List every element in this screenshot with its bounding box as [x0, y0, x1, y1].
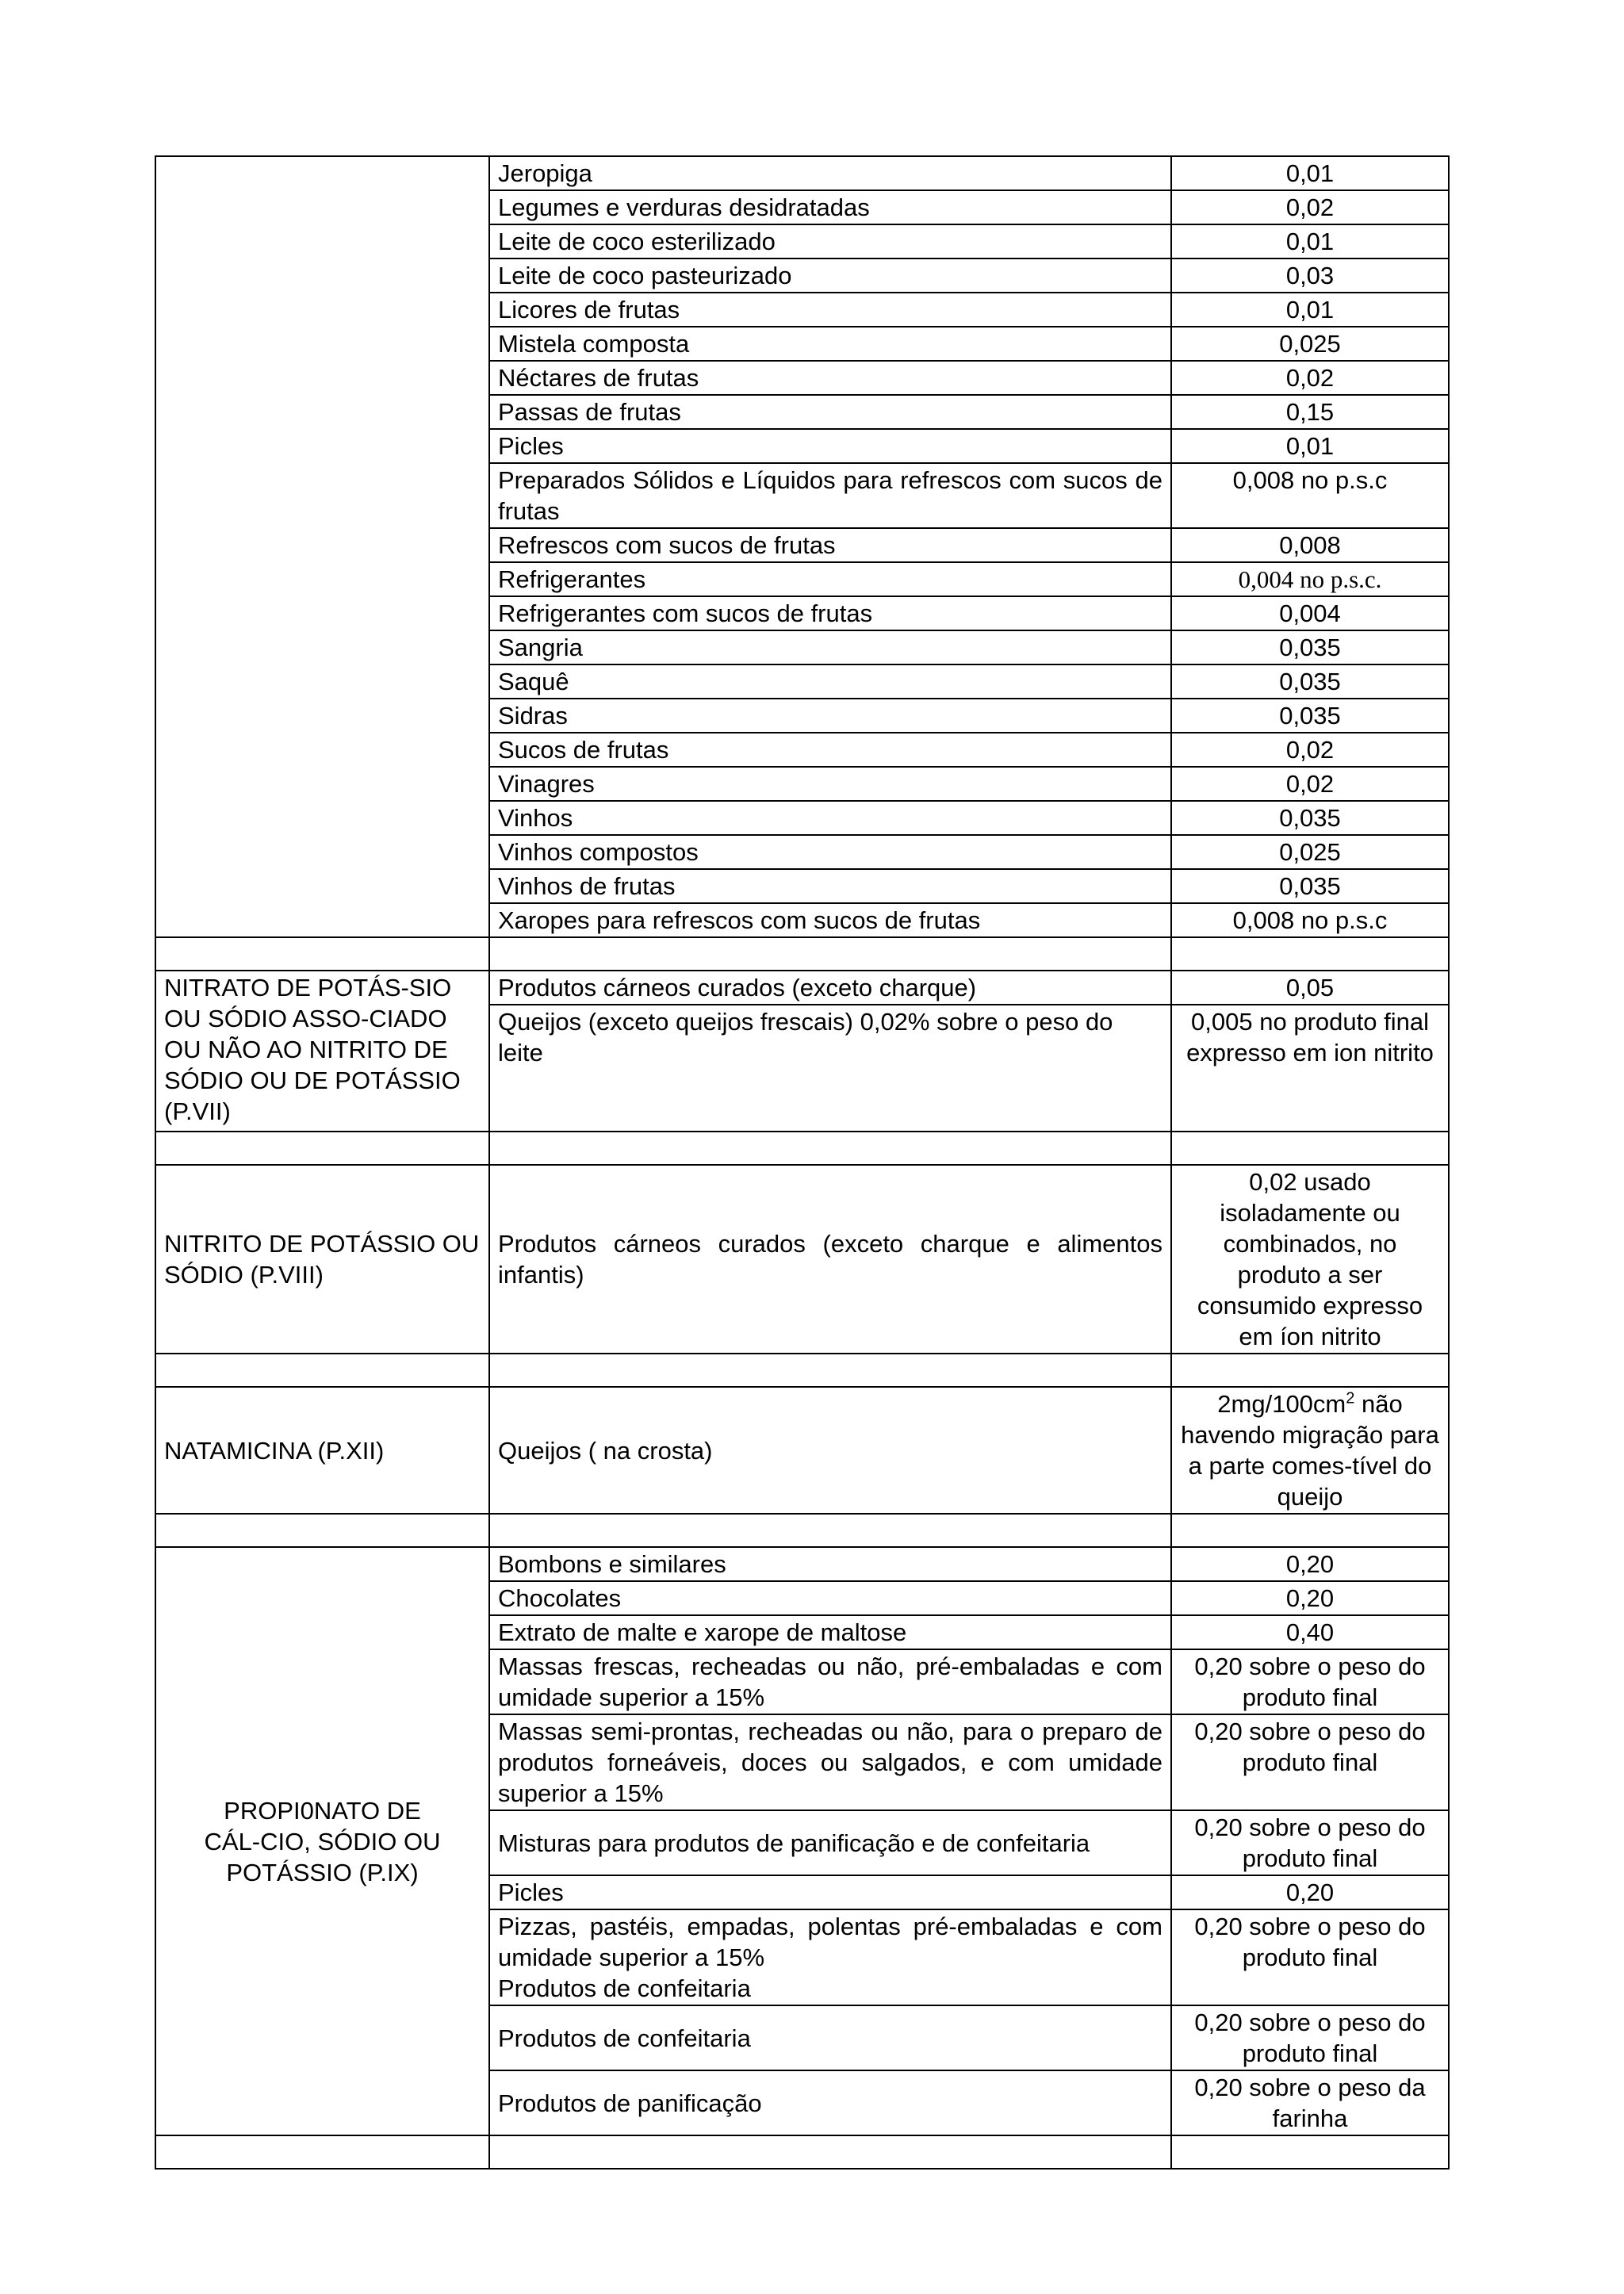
- food-item-cell: Queijos (exceto queijos frescais) 0,02% sobre o peso do leite: [489, 1005, 1171, 1132]
- spacer-row: [155, 2135, 1449, 2169]
- food-item-cell: Picles: [489, 429, 1171, 463]
- food-item-cell: Jeropiga: [489, 156, 1171, 190]
- food-item-cell: Sidras: [489, 699, 1171, 733]
- spacer-row: [155, 1354, 1449, 1387]
- substance-label: PROPI0NATO DE CÁL-CIO, SÓDIO OU POTÁSSIO (P.IX): [204, 1796, 441, 1886]
- empty-cell: [1171, 1354, 1449, 1387]
- food-item-cell: Vinhos: [489, 801, 1171, 835]
- limit-value-cell: 0,025: [1171, 835, 1449, 869]
- empty-cell: [489, 1354, 1171, 1387]
- empty-cell: [489, 1514, 1171, 1547]
- limit-value-cell: 0,02: [1171, 767, 1449, 801]
- limit-value-cell: 0,20 sobre o peso da farinha: [1171, 2070, 1449, 2135]
- limit-value-cell: 0,02: [1171, 190, 1449, 224]
- limit-value-cell: 0,02: [1171, 361, 1449, 395]
- limit-value-cell: 0,20 sobre o peso do produto final: [1171, 1649, 1449, 1714]
- limit-value-cell: 0,15: [1171, 395, 1449, 429]
- food-item-cell: Bombons e similares: [489, 1547, 1171, 1581]
- table-row: [155, 971, 1449, 1005]
- empty-cell: [155, 937, 489, 971]
- empty-cell: [155, 2135, 489, 2169]
- food-item-cell: Sucos de frutas: [489, 733, 1171, 767]
- substance-cell: [155, 1547, 489, 2135]
- limit-value-cell: 0,20 sobre o peso do produto final: [1171, 1714, 1449, 1810]
- food-item-cell: Massas frescas, recheadas ou não, pré-embaladas e com umidade superior a 15%: [489, 1649, 1171, 1714]
- food-item-cell: Chocolates: [489, 1581, 1171, 1615]
- table-row: [155, 1547, 1449, 1581]
- limit-value-cell: [1171, 1387, 1449, 1514]
- limit-value-cell: 0,008 no p.s.c: [1171, 903, 1449, 937]
- limit-value-cell: 0,035: [1171, 664, 1449, 699]
- limit-value-cell: 0,035: [1171, 630, 1449, 664]
- food-item-cell: Produtos de panificação: [489, 2070, 1171, 2135]
- food-item-cell: Leite de coco esterilizado: [489, 224, 1171, 259]
- additives-table: [155, 155, 1450, 2170]
- limit-value-cell: 0,005 no produto final expresso em ion nitrito: [1171, 1005, 1449, 1132]
- spacer-row: [155, 1132, 1449, 1165]
- food-item-cell: Refrescos com sucos de frutas: [489, 528, 1171, 562]
- limit-value-cell: 0,20: [1171, 1875, 1449, 1909]
- substance-cell: [155, 156, 489, 937]
- superscript-exponent: 2: [1346, 1389, 1355, 1407]
- food-item-cell: Sangria: [489, 630, 1171, 664]
- limit-value-cell: 0,20 sobre o peso do produto final: [1171, 2005, 1449, 2070]
- limit-value-cell: 0,20: [1171, 1581, 1449, 1615]
- limit-value-cell: 0,01: [1171, 156, 1449, 190]
- food-item-cell: Extrato de malte e xarope de maltose: [489, 1615, 1171, 1649]
- empty-cell: [1171, 2135, 1449, 2169]
- limit-value-cell: 0,03: [1171, 259, 1449, 293]
- table-row: [155, 1387, 1449, 1514]
- food-item-cell: Xaropes para refrescos com sucos de frutas: [489, 903, 1171, 937]
- limit-value-cell: 0,01: [1171, 293, 1449, 327]
- food-item-cell: [489, 1909, 1171, 2005]
- limit-value-cell: 0,004 no p.s.c.: [1171, 562, 1449, 596]
- empty-cell: [1171, 1514, 1449, 1547]
- limit-value-cell: 0,02 usado isoladamente ou combinados, no produto a ser consumido expresso em íon nitrito: [1171, 1165, 1449, 1354]
- food-item-cell: Vinhos de frutas: [489, 869, 1171, 903]
- limit-value-cell: 0,035: [1171, 699, 1449, 733]
- food-item-cell: Refrigerantes: [489, 562, 1171, 596]
- food-item-cell: Massas semi-prontas, recheadas ou não, para o preparo de produtos forneáveis, doces ou salgados, e com umidade superior a 15%: [489, 1714, 1171, 1810]
- food-item-cell: Licores de frutas: [489, 293, 1171, 327]
- food-item-cell: Picles: [489, 1875, 1171, 1909]
- food-item-cell: Legumes e verduras desidratadas: [489, 190, 1171, 224]
- limit-value-cell: 0,02: [1171, 733, 1449, 767]
- empty-cell: [155, 1514, 489, 1547]
- spacer-row: [155, 1514, 1449, 1547]
- limit-value-rest: não havendo migração para a parte comes-tível do queijo: [1181, 1390, 1439, 1511]
- food-item-cell: Produtos cárneos curados (exceto charque): [489, 971, 1171, 1005]
- limit-value-main: 2mg/100cm: [1217, 1390, 1346, 1418]
- food-item-cell: Mistela composta: [489, 327, 1171, 361]
- limit-value-cell: 0,004: [1171, 596, 1449, 630]
- spacer-row: [155, 937, 1449, 971]
- table-row: [155, 1165, 1449, 1354]
- limit-value-cell: 0,008 no p.s.c: [1171, 463, 1449, 528]
- food-item-extra-text: Produtos de confeitaria: [498, 1974, 751, 2002]
- food-item-cell: Queijos ( na crosta): [489, 1387, 1171, 1514]
- food-item-cell: Produtos de confeitaria: [489, 2005, 1171, 2070]
- food-item-cell: Preparados Sólidos e Líquidos para refrescos com sucos de frutas: [489, 463, 1171, 528]
- empty-cell: [489, 2135, 1171, 2169]
- limit-value-cell: 0,40: [1171, 1615, 1449, 1649]
- substance-cell: NATAMICINA (P.XII): [155, 1387, 489, 1514]
- empty-cell: [489, 937, 1171, 971]
- substance-cell: NITRATO DE POTÁS-SIO OU SÓDIO ASSO-CIADO OU NÃO AO NITRITO DE SÓDIO OU DE POTÁSSIO (P.VII): [155, 971, 489, 1132]
- empty-cell: [155, 1354, 489, 1387]
- limit-value-cell: 0,008: [1171, 528, 1449, 562]
- food-item-cell: Leite de coco pasteurizado: [489, 259, 1171, 293]
- limit-value-cell: 0,20: [1171, 1547, 1449, 1581]
- empty-cell: [1171, 937, 1449, 971]
- limit-value-cell: 0,025: [1171, 327, 1449, 361]
- substance-cell: NITRITO DE POTÁSSIO OU SÓDIO (P.VIII): [155, 1165, 489, 1354]
- limit-value-cell: 0,05: [1171, 971, 1449, 1005]
- empty-cell: [155, 1132, 489, 1165]
- limit-value-cell: 0,20 sobre o peso do produto final: [1171, 1810, 1449, 1875]
- limit-value-cell: 0,01: [1171, 224, 1449, 259]
- table-row: [155, 156, 1449, 190]
- food-item-cell: Vinhos compostos: [489, 835, 1171, 869]
- food-item-cell: Refrigerantes com sucos de frutas: [489, 596, 1171, 630]
- food-item-cell: Vinagres: [489, 767, 1171, 801]
- food-item-cell: Produtos cárneos curados (exceto charque e alimentos infantis): [489, 1165, 1171, 1354]
- limit-value-cell: 0,01: [1171, 429, 1449, 463]
- empty-cell: [1171, 1132, 1449, 1165]
- limit-value-cell: 0,035: [1171, 801, 1449, 835]
- food-item-cell: Passas de frutas: [489, 395, 1171, 429]
- limit-value-cell: 0,035: [1171, 869, 1449, 903]
- food-item-cell: Misturas para produtos de panificação e de confeitaria: [489, 1810, 1171, 1875]
- food-item-cell: Néctares de frutas: [489, 361, 1171, 395]
- empty-cell: [489, 1132, 1171, 1165]
- food-item-cell: Saquê: [489, 664, 1171, 699]
- food-item-text: Pizzas, pastéis, empadas, polentas pré-embaladas e com umidade superior a 15%: [498, 1913, 1162, 1971]
- limit-value-cell: 0,20 sobre o peso do produto final: [1171, 1909, 1449, 2005]
